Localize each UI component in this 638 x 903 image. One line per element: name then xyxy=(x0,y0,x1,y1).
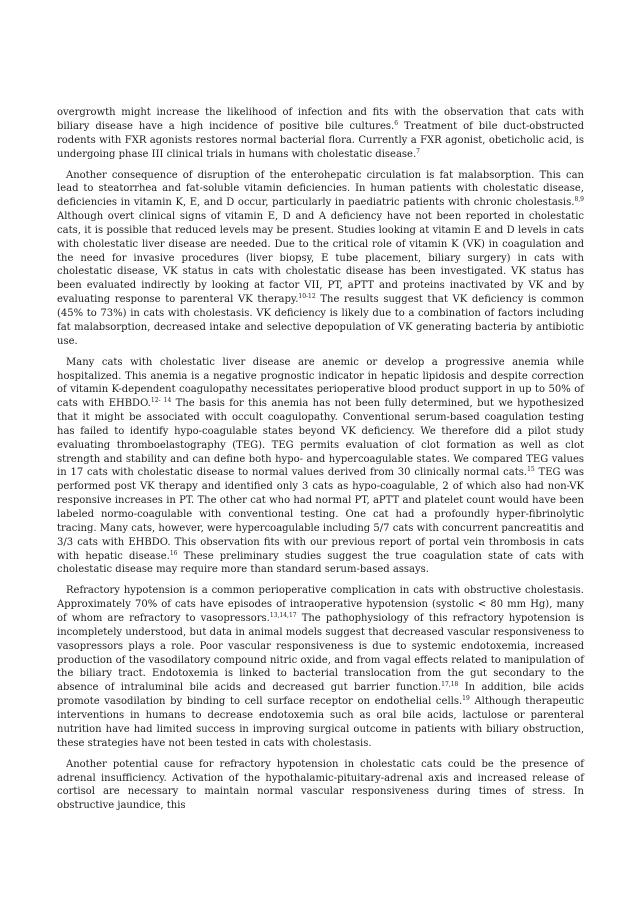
citation-superscript: 15 xyxy=(527,466,535,474)
citation-superscript: 13,14,17 xyxy=(269,612,297,620)
citation-superscript: 16 xyxy=(169,549,178,557)
citation-superscript: 7 xyxy=(416,147,420,155)
paragraph xyxy=(57,106,584,161)
paragraph-text: Although therapeutic interventions in humans to decrease endotoxemia such as oral bile acids, lactulose or parenteral nutrition have had limited success in improving surgical outcome in patients with biliary obstruction, these strategies have not been tested in cats with cholestasis. xyxy=(57,696,584,749)
paragraph-text: Refractory hypotension is a common perioperative complication in cats with obstructive cholestasis. Approximately 70% of cats have episodes of intraoperative hypotension (systolic < 80 mm Hg), many of whom are refractory to vasopressors. xyxy=(57,585,584,625)
paragraph xyxy=(57,169,584,349)
paragraph xyxy=(57,758,584,813)
paragraph-text: TEG was performed post VK therapy and identified only 3 cats as hypo-coagulable, 2 of which also had non-VK responsive increases in PT. The other cat who had normal PT, aPTT and platelet count would have been labeled normo-coagulable with conventional testing. One cat had a profoundly hyper-fibrinolytic tracing. Many cats, however, were hypercoagulable including 5/7 cats with concurrent pancreatitis and 3/3 cats with EHBDO. This observation fits with our previous report of portal vein thrombosis in cats with hepatic disease. xyxy=(57,467,585,562)
paragraph-text: Another potential cause for refractory hypotension in cholestatic cats could be the presence of adrenal insufficiency. Activation of the hypothalamic-pituitary-adrenal axis and increased release of cortisol are necessary to maintain normal vascular responsiveness during times of stress. In obstructive jaundice, this xyxy=(57,758,584,812)
paragraph-text: The basis for this anemia has not been fully determined, but we hypothesized that it might be associated with occult coagulopathy. Conventional serum-based coagulation testing has failed to identify hypo-coagulable states beyond VK deficiency. We therefore did a pilot study evaluating thromboelastography (TEG). TEG permits evaluation of clot formation as well as clot strength and stability and can define both hypo- and hypercoagulable states. We compared TEG values in 17 cats with cholestatic disease to normal values derived from 30 clinically normal cats. xyxy=(57,398,584,479)
paragraph-text: Another consequence of disruption of the enterohepatic circulation is fat malabsorption. This can lead to steatorrhea and fat-soluble vitamin deficiencies. In human patients with cholestatic disease, deficiencies in vitamin K, E, and D occur, particularly in paediatric patients with chronic cholestasis. xyxy=(57,169,584,209)
paragraph-text: These preliminary studies suggest the true coagulation state of cats with cholestatic disease may require more than standard serum-based assays. xyxy=(57,550,585,576)
paragraph-text: The pathophysiology of this refractory hypotension is incompletely understood, but data in animal models suggest that decreased vascular responsiveness to vasopressors plays a role. Poor vascular responsiveness is due to systemic endotoxemia, increased production of the vasodilatory compound nitric oxide, and from vagal effects related to manipulation of the biliary tract. Endotoxemia is linked to bacterial translocation from the gut secondary to the absence of intraluminal bile acids and decreased gut barrier function. xyxy=(57,613,584,694)
paragraph-text: Many cats with cholestatic liver disease are anemic or develop a progressive anemia while hospitalized. This anemia is a negative prognostic indicator in hepatic lipidosis and despite correction of vitamin K-dependent coagulopathy necessitates perioperative blood product support in up to 50% of cats with EHBDO. xyxy=(57,356,584,410)
paragraph-text: Although overt clinical signs of vitamin E, D and A deficiency have not been reported in cholestatic cats, it is possible that reduced levels may be present. Studies looking at vitamin E and D levels in cats with cholestatic liver disease are needed. Due to the critical role of vitamin K (VK) in coagulation and the need for invasive procedures (liver biopsy, E tube placement, biliary surgery) in cats with cholestatic disease, VK status in cats with cholestatic disease has been investigated. VK status has been evaluated indirectly by looking at factor VII, PT, aPTT and proteins inactivated by VK and by evaluating response to parenteral VK therapy. xyxy=(57,211,584,306)
paragraph-text: Treatment of bile duct-obstructed rodents with FXR agonists restores normal bacterial flora. Currently a FXR agonist, obeticholic acid, is undergoing phase III clinical trials in humans with cholestatic disease. xyxy=(57,120,584,160)
citation-superscript: 17,18 xyxy=(441,681,459,689)
paragraph-text: overgrowth might increase the likelihood of infection and fits with the observation that cats with biliary disease have a high incidence of positive bile cultures. xyxy=(57,107,584,132)
citation-superscript: 19 xyxy=(462,695,470,703)
paragraph-text: The results suggest that VK deficiency is common (45% to 73%) in cats with cholestasis. VK deficiency is likely due to a combination of factors including fat malabsorption, decreased intake and selective depopulation of VK generating bacteria by antibiotic use. xyxy=(57,294,584,347)
citation-superscript: 6 xyxy=(394,119,399,127)
paragraph xyxy=(57,356,584,578)
paragraph xyxy=(57,584,584,750)
document-body xyxy=(57,106,584,820)
citation-superscript: 12- 14 xyxy=(150,397,172,405)
citation-superscript: 8,9 xyxy=(574,196,584,204)
paragraph-text: In addition, bile acids promote vasodilation by binding to cell surface receptor on endothelial cells. xyxy=(57,682,584,708)
citation-superscript: 10-12 xyxy=(298,293,316,301)
